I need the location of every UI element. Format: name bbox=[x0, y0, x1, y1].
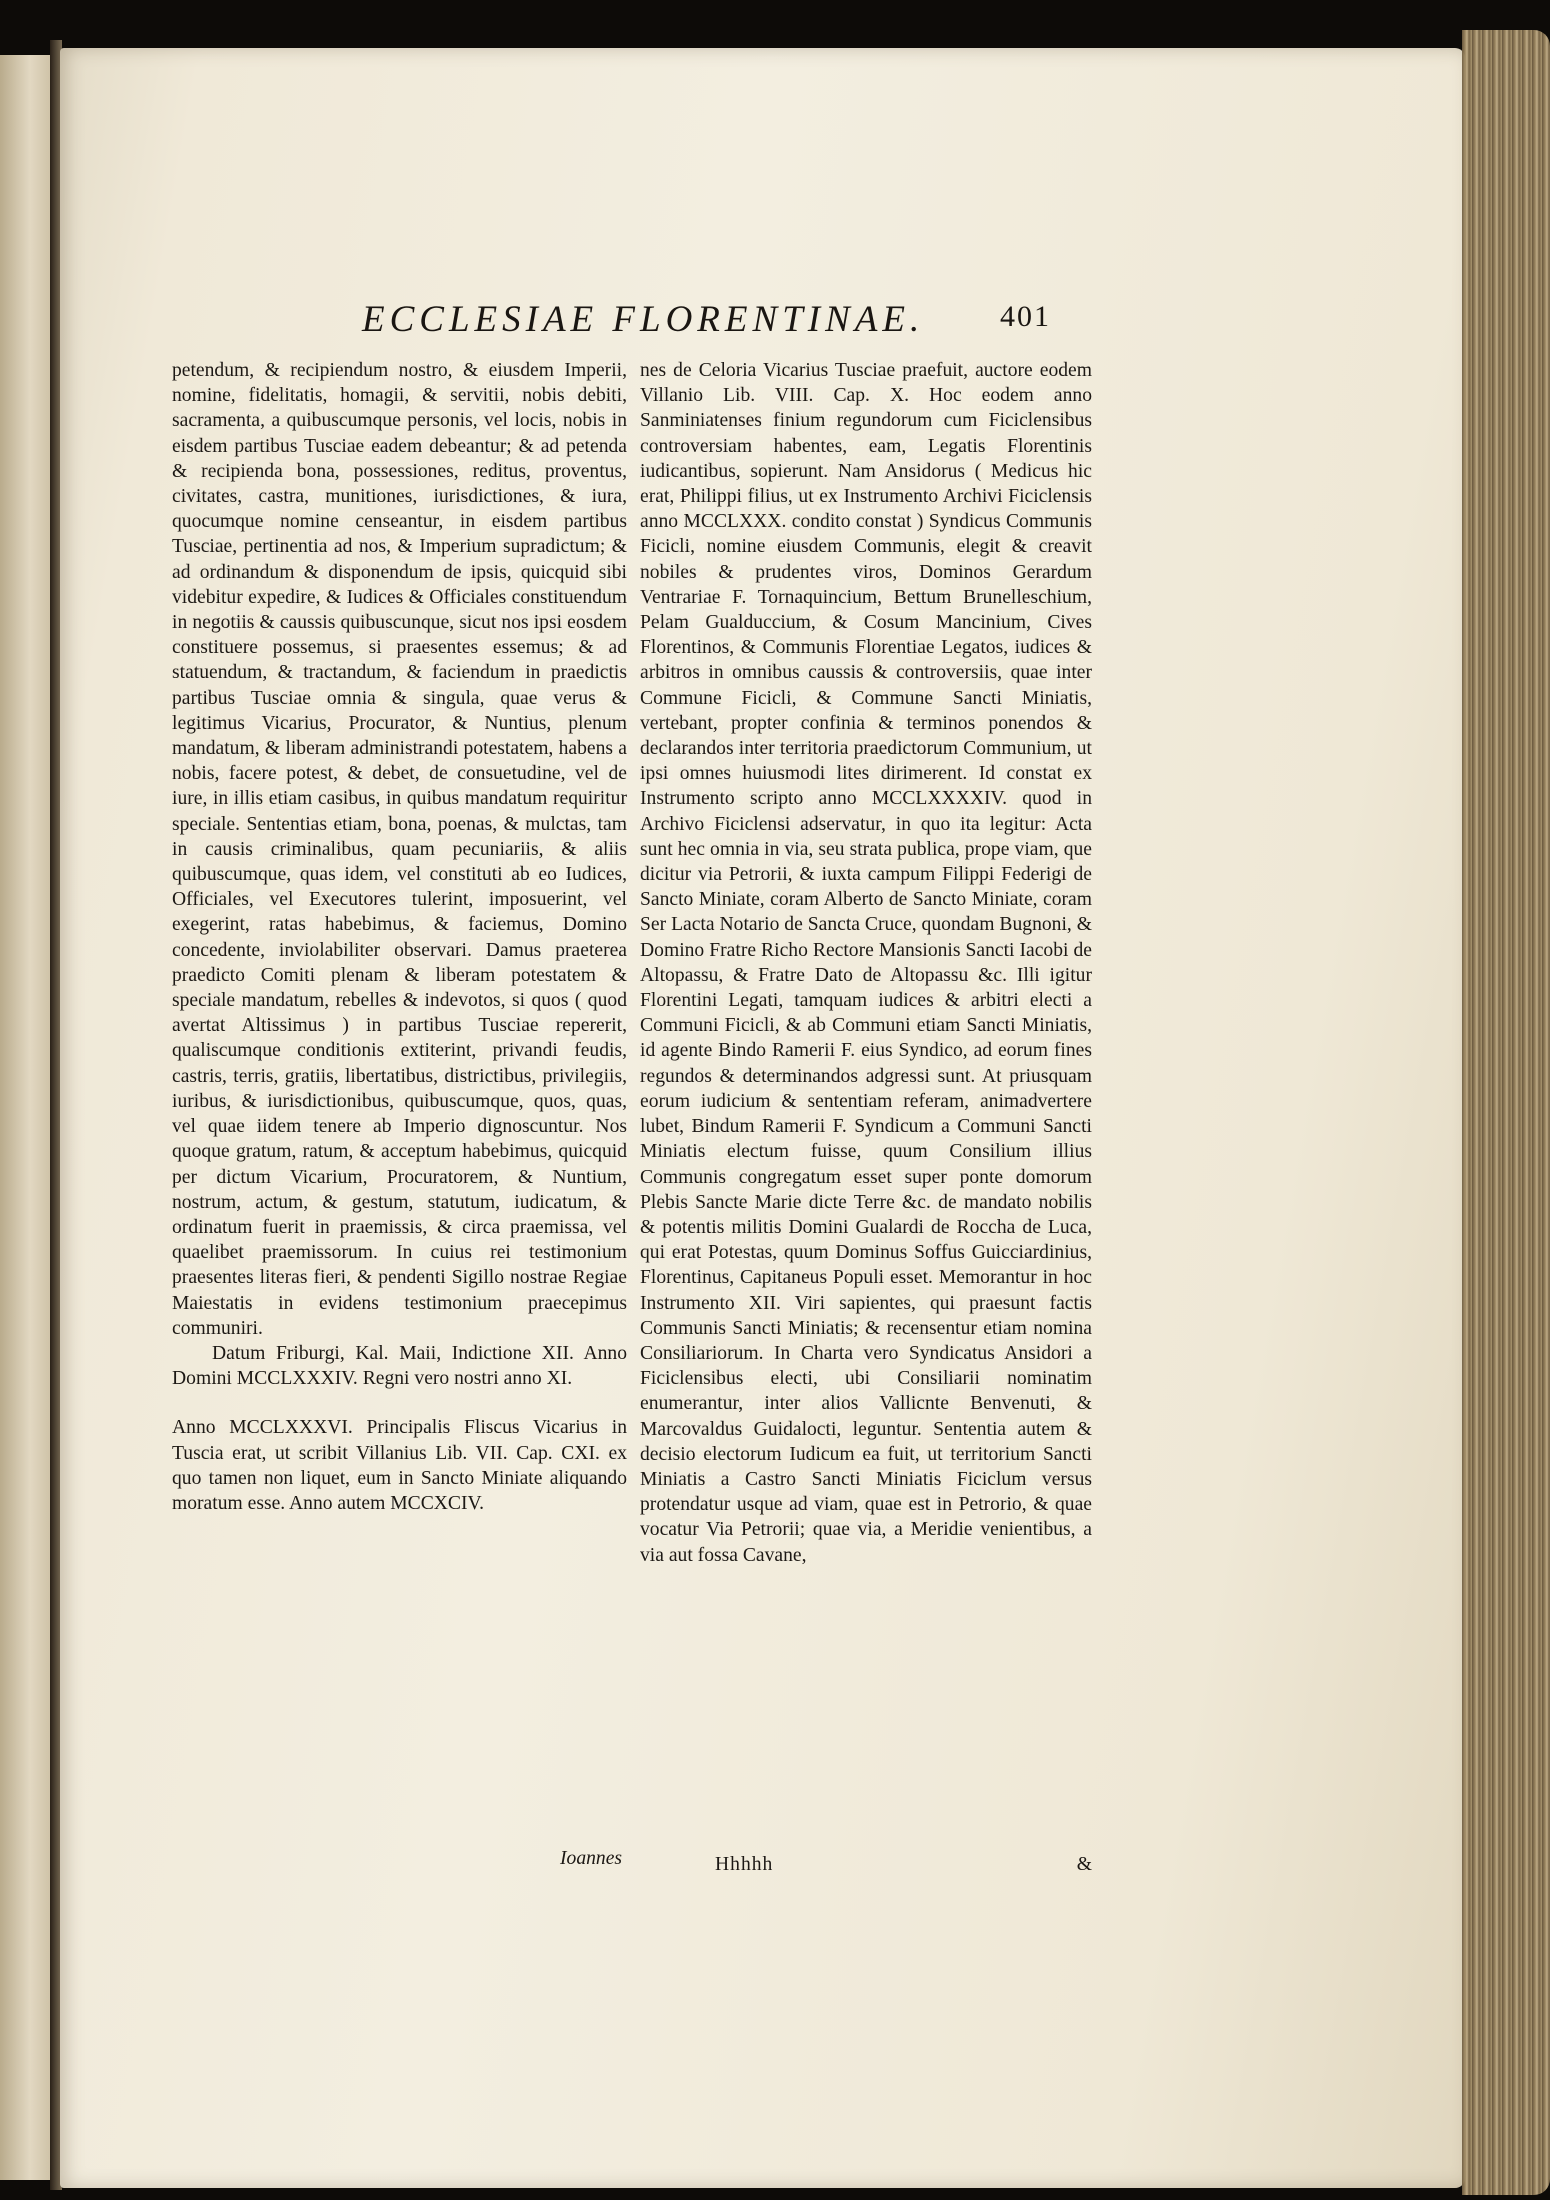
left-text-column bbox=[172, 358, 627, 1516]
running-title: ECCLESIAE FLORENTINAE. bbox=[362, 299, 925, 340]
page-fore-edge bbox=[1462, 30, 1550, 2195]
page-number: 401 bbox=[1000, 300, 1051, 333]
left-catchword: Ioannes bbox=[560, 1848, 623, 1869]
catchword: & bbox=[1076, 1854, 1092, 1875]
left-paragraph-1: petendum, & recipiendum nostro, & eiusdem Imperii, nomine, fidelitatis, homagii, & servitii, nobis debiti, sacramenta, a quibuscumque personis, vel locis, nobis in eisdem partibus Tusciae eadem debeantur; & ad petenda & recipienda bona, possessiones, reditus, proventus, civitates, castra, munitiones, iurisdictiones, & iura, quocumque nomine censeantur, in eisdem partibus Tusciae, pertinentia ad nos, & Imperium supradictum; & ad ordinandum & disponendum de ipsis, quicquid sibi videbitur expedire, & Iudices & Officiales constituendum in negotiis & caussis quibuscunque, sicut nos ipsi eosdem constituere possemus, si praesentes essemus; & ad statuendum, & tractandum, & faciendum in praedictis partibus Tusciae omnia & singula, quae verus & legitimus Vicarius, Procurator, & Nuntius, plenum mandatum, & liberam administrandi potestatem, habens a nobis, facere potest, & debet, de consuetudine, vel de iure, in illis etiam casibus, in quibus mandatum requiritur speciale. Sententias etiam, bona, poenas, & mulctas, tam in causis criminalibus, quam pecuniariis, & aliis quibuscumque, quas idem, vel constituti ab eo Iudices, Officiales, vel Executores tulerint, imposuerint, vel exegerint, ratas habebimus, & faciemus, Domino concedente, inviolabiliter observari. Damus praeterea praedicto Comiti plenam & liberam potestatem & speciale mandatum, rebelles & indevotos, si quos ( quod avertat Altissimus ) in partibus Tusciae repererit, qualiscumque conditionis extiterint, privandi feudis, castris, terris, gratiis, libertatibus, districtibus, privilegiis, iuribus, & iurisdictionibus, quibuscumque, quos, quas, vel quae iidem tenere ab Imperio dignoscuntur. Nos quoque gratum, ratum, & acceptum habebimus, quicquid per dictum Vicarium, Procuratorem, & Nuntium, nostrum, actum, & gestum, statutum, iudicatum, & ordinatum fuerit in praemissis, & circa praemissa, vel quaelibet praemissorum. In cuius rei testimonium praesentes literas fieri, & pendenti Sigillo nostrae Regiae Maiestatis in evidens testimonium praecepimus communiri. bbox=[172, 360, 627, 1339]
signature-mark: Hhhhh bbox=[715, 1854, 774, 1875]
left-paragraph-2: Datum Friburgi, Kal. Maii, Indictione XII. Anno Domini MCCLXXXIV. Regni vero nostri anno XI. bbox=[172, 1342, 627, 1390]
page-header bbox=[180, 298, 1100, 348]
left-paragraph-3: Anno MCCLXXXVI. Principalis Fliscus Vicarius in Tuscia erat, ut scribit Villanius Lib. VII. Cap. CXI. ex quo tamen non liquet, eum in Sancto Miniate aliquando moratum esse. Anno autem MCCXCIV. bbox=[172, 1417, 627, 1514]
facing-page-edge bbox=[0, 55, 52, 2180]
right-paragraph-1: nes de Celoria Vicarius Tusciae praefuit, auctore eodem Villanio Lib. VIII. Cap. X. Hoc eodem anno Sanminiatenses finium regundorum cum Ficiclensibus controversiam habentes, eam, Legatis Florentinis iudicantibus, sopierunt. Nam Ansidorus ( Medicus hic erat, Philippi filius, ut ex Instrumento Archivi Ficiclensis anno MCCLXXX. condito constat ) Syndicus Communis Ficicli, nomine eiusdem Communis, elegit & creavit nobiles & prudentes viros, Dominos Gerardum Ventrariae F. Tornaquincium, Bettum Brunelleschium, Pelam Gualduccium, & Cosum Mancinium, Cives Florentinos, & Communis Florentiae Legatos, iudices & arbitros in omnibus caussis & controversiis, quae inter Commune Ficicli, & Commune Sancti Miniatis, vertebant, propter confinia & terminos ponendos & declarandos inter territoria praedictorum Communium, ut ipsi omnes huiusmodi lites dirimerent. Id constat ex Instrumento scripto anno MCCLXXXXIV. quod in Archivo Ficiclensi adservatur, in quo ita legitur: Acta sunt hec omnia in via, seu strata publica, prope viam, que dicitur via Petrorii, & iuxta campum Filippi Federigi de Sancto Miniate, coram Alberto de Sancto Miniate, coram Ser Lacta Notario de Sancta Cruce, quondam Bugnoni, & Domino Fratre Richo Rectore Mansionis Sancti Iacobi de Altopassu, & Fratre Dato de Altopassu &c. Illi igitur Florentini Legati, tamquam iudices & arbitri electi a Communi Ficicli, & ab Communi etiam Sancti Miniatis, id agente Bindo Ramerii F. eius Syndico, ad eorum fines regundos & determinandos adgressi sunt. At priusquam eorum iudicium & sententiam referam, animadvertere lubet, Bindum Ramerii F. Syndicum a Communi Sancti Miniatis electum fuisse, quum Consilium illius Communis congregatum esset super ponte domorum Plebis Sancte Marie dicte Terre &c. de mandato nobilis & potentis militis Domini Gualardi de Roccha de Luca, qui erat Potestas, quum Dominus Soffus Guicciardinius, Florentinus, Capitaneus Populi esset. Memorantur in hoc Instrumento XII. Viri sapientes, qui praesunt factis Communis Sancti Miniatis; & recensentur etiam nomina Consiliariorum. In Charta vero Syndicatus Ansidori a Ficiclensibus electi, ubi Consiliarii nominatim enumerantur, inter alios Vallicnte Benvenuti, & Marcovaldus Guidalocti, leguntur. Sententia autem & decisio electorum Iudicum ea fuit, ut territorium Sancti Miniatis a Castro Sancti Miniatis Ficiclum versus protendatur usque ad viam, quae est in Petrorio, & quae vocatur Via Petrorii; quae via, a Meridie venientibus, a via aut fossa Cavane, bbox=[640, 360, 1092, 1566]
right-text-column bbox=[640, 358, 1092, 1568]
page-footer bbox=[640, 1854, 1092, 1884]
